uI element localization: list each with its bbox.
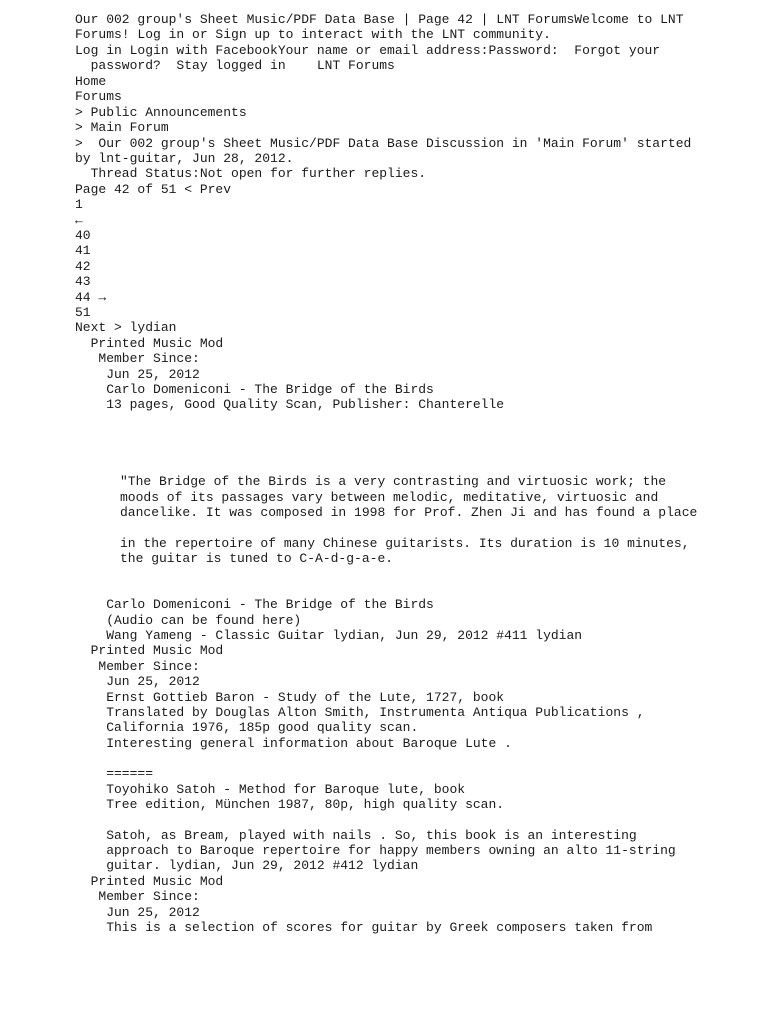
login-bar[interactable]: Log in Login with FacebookYour name or email address:Password: Forgot your [75, 43, 661, 58]
post-details: 13 pages, Good Quality Scan, Publisher: Chanterelle [75, 397, 505, 412]
member-since-label: Member Since: [75, 659, 200, 674]
post-quote-line: the guitar is tuned to C-A-d-g-a-e. [120, 551, 394, 566]
page-title: Our 002 group's Sheet Music/PDF Data Base | Page 42 | LNT ForumsWelcome to LNT [75, 12, 684, 27]
post-title: Carlo Domeniconi - The Bridge of the Birds [75, 382, 434, 397]
post-author-role: Printed Music Mod [75, 874, 224, 889]
post-body-line: Satoh, as Bream, played with nails . So, this book is an interesting [75, 828, 637, 843]
audio-link[interactable]: (Audio can be found here) [75, 613, 302, 628]
post-author-role: Printed Music Mod [75, 643, 224, 658]
post-quote-line: in the repertoire of many Chinese guitarists. Its duration is 10 minutes, [120, 536, 690, 551]
breadcrumb-public-announcements[interactable]: > Public Announcements [75, 105, 247, 120]
page-link-43[interactable]: 43 [75, 274, 91, 289]
login-options[interactable]: password? Stay logged in LNT Forums [75, 58, 395, 73]
left-arrow-icon[interactable]: ← [75, 213, 83, 228]
member-since-date: Jun 25, 2012 [75, 905, 200, 920]
post-author-role: Printed Music Mod [75, 336, 224, 351]
member-since-date: Jun 25, 2012 [75, 367, 200, 382]
page-link-1[interactable]: 1 [75, 197, 83, 212]
post-quote-line: moods of its passages vary between melodic, meditative, virtuosic and [120, 490, 659, 505]
post-body-line: approach to Baroque repertoire for happy members owning an alto 11-string [75, 843, 676, 858]
pagination-prev[interactable]: Page 42 of 51 < Prev [75, 182, 232, 197]
welcome-text: Forums! Log in or Sign up to interact with the LNT community. [75, 27, 551, 42]
thread-heading: > Our 002 group's Sheet Music/PDF Data Base Discussion in 'Main Forum' started [75, 136, 692, 151]
breadcrumb-main-forum[interactable]: > Main Forum [75, 120, 169, 135]
member-since-date: Jun 25, 2012 [75, 674, 200, 689]
page-link-51[interactable]: 51 [75, 305, 91, 320]
post-quote-line: "The Bridge of the Birds is a very contrasting and virtuosic work; the [120, 474, 667, 489]
member-since-label: Member Since: [75, 889, 200, 904]
page-current-42: 42 [75, 259, 91, 274]
breadcrumb-home[interactable]: Home [75, 74, 107, 89]
post-body-line: California 1976, 185p good quality scan. [75, 720, 419, 735]
thread-status: Thread Status:Not open for further replies. [75, 166, 427, 181]
post-body-line: Translated by Douglas Alton Smith, Instrumenta Antiqua Publications , [75, 705, 645, 720]
post-body-line: Interesting general information about Baroque Lute . [75, 736, 512, 751]
page-link-41[interactable]: 41 [75, 243, 91, 258]
page-link-40[interactable]: 40 [75, 228, 91, 243]
post-footer-title: Carlo Domeniconi - The Bridge of the Birds [75, 597, 434, 612]
separator: ====== [75, 766, 154, 781]
page-link-44[interactable]: 44 → [75, 290, 107, 305]
post-body-line: This is a selection of scores for guitar by Greek composers taken from [75, 920, 653, 935]
post-body-line: Toyohiko Satoh - Method for Baroque lute, book [75, 782, 466, 797]
post-body-line: Ernst Gottieb Baron - Study of the Lute, 1727, book [75, 690, 505, 705]
post-quote-line: dancelike. It was composed in 1998 for Prof. Zhen Ji and has found a place [120, 505, 698, 520]
post-footer-meta[interactable]: Wang Yameng - Classic Guitar lydian, Jun 29, 2012 #411 lydian [75, 628, 583, 643]
post-footer-meta[interactable]: guitar. lydian, Jun 29, 2012 #412 lydian [75, 858, 419, 873]
member-since-label: Member Since: [75, 351, 200, 366]
pagination-next[interactable]: Next > lydian [75, 320, 177, 335]
post-body-line: Tree edition, München 1987, 80p, high quality scan. [75, 797, 505, 812]
breadcrumb-forums[interactable]: Forums [75, 89, 122, 104]
thread-starter: by lnt-guitar, Jun 28, 2012. [75, 151, 294, 166]
